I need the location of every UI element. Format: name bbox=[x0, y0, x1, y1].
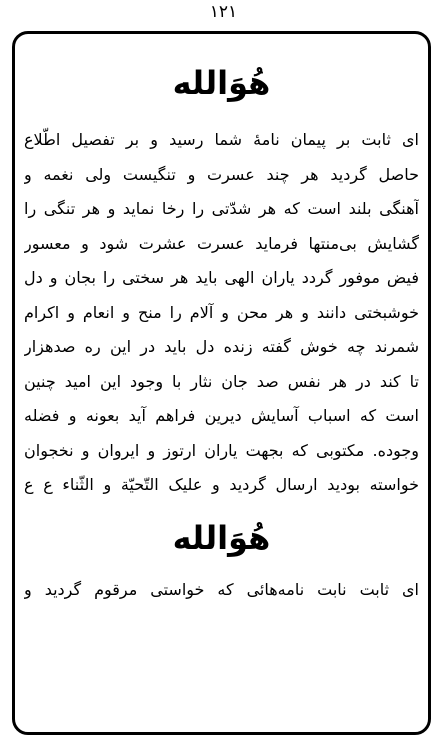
heading-invocation-2: هُوَالله bbox=[172, 518, 271, 557]
text-line: خوشبختی دانند و هر محن و آلام را منح و انعام و اکرام bbox=[24, 302, 419, 322]
text-line: وجوده. مکتوبی که بجهت یاران ارتوز و ایروان و نخجوان bbox=[24, 440, 419, 460]
text-line: ای ثابت نابت نامه‌هائی که خواستی مرقوم گردید و bbox=[24, 579, 419, 599]
letter-2 bbox=[24, 573, 419, 608]
document-body bbox=[12, 31, 431, 735]
page-number: ۱۲۱ bbox=[209, 2, 238, 22]
text-line: شمرند چه خوش گفته زنده دل باید در این ره صدهزار bbox=[24, 337, 419, 356]
text-line: تا کند در هر نفس صد جان نثار با وجود این امید چنین bbox=[24, 371, 419, 391]
text-line: ای ثابت بر پیمان نامهٔ شما رسید و بر تفصیل اطّلاع bbox=[24, 130, 419, 149]
text-line: حاصل گردید هر چند عسرت و تنگیست ولی نغمه و bbox=[24, 164, 419, 184]
text-line: آهنگی بلند است که هر شدّتی را رخا نماید و هر تنگی را bbox=[24, 199, 419, 218]
text-line: گشایش بی‌منتها فرماید عسرت عشرت شود و معسور bbox=[24, 233, 419, 253]
text-line: فیض موفور گردد یاران الهی باید هر سختی را بجان و دل bbox=[24, 268, 419, 287]
text-line: است که اسباب آسایش دیرین فراهم آید بعونه و فضله bbox=[24, 406, 419, 425]
letter-1 bbox=[24, 123, 419, 503]
text-line: خواسته بودید ارسال گردید و علیک التّحیّة و الثّناء ع ع bbox=[24, 475, 419, 494]
heading-invocation: هُوَالله bbox=[172, 64, 271, 102]
